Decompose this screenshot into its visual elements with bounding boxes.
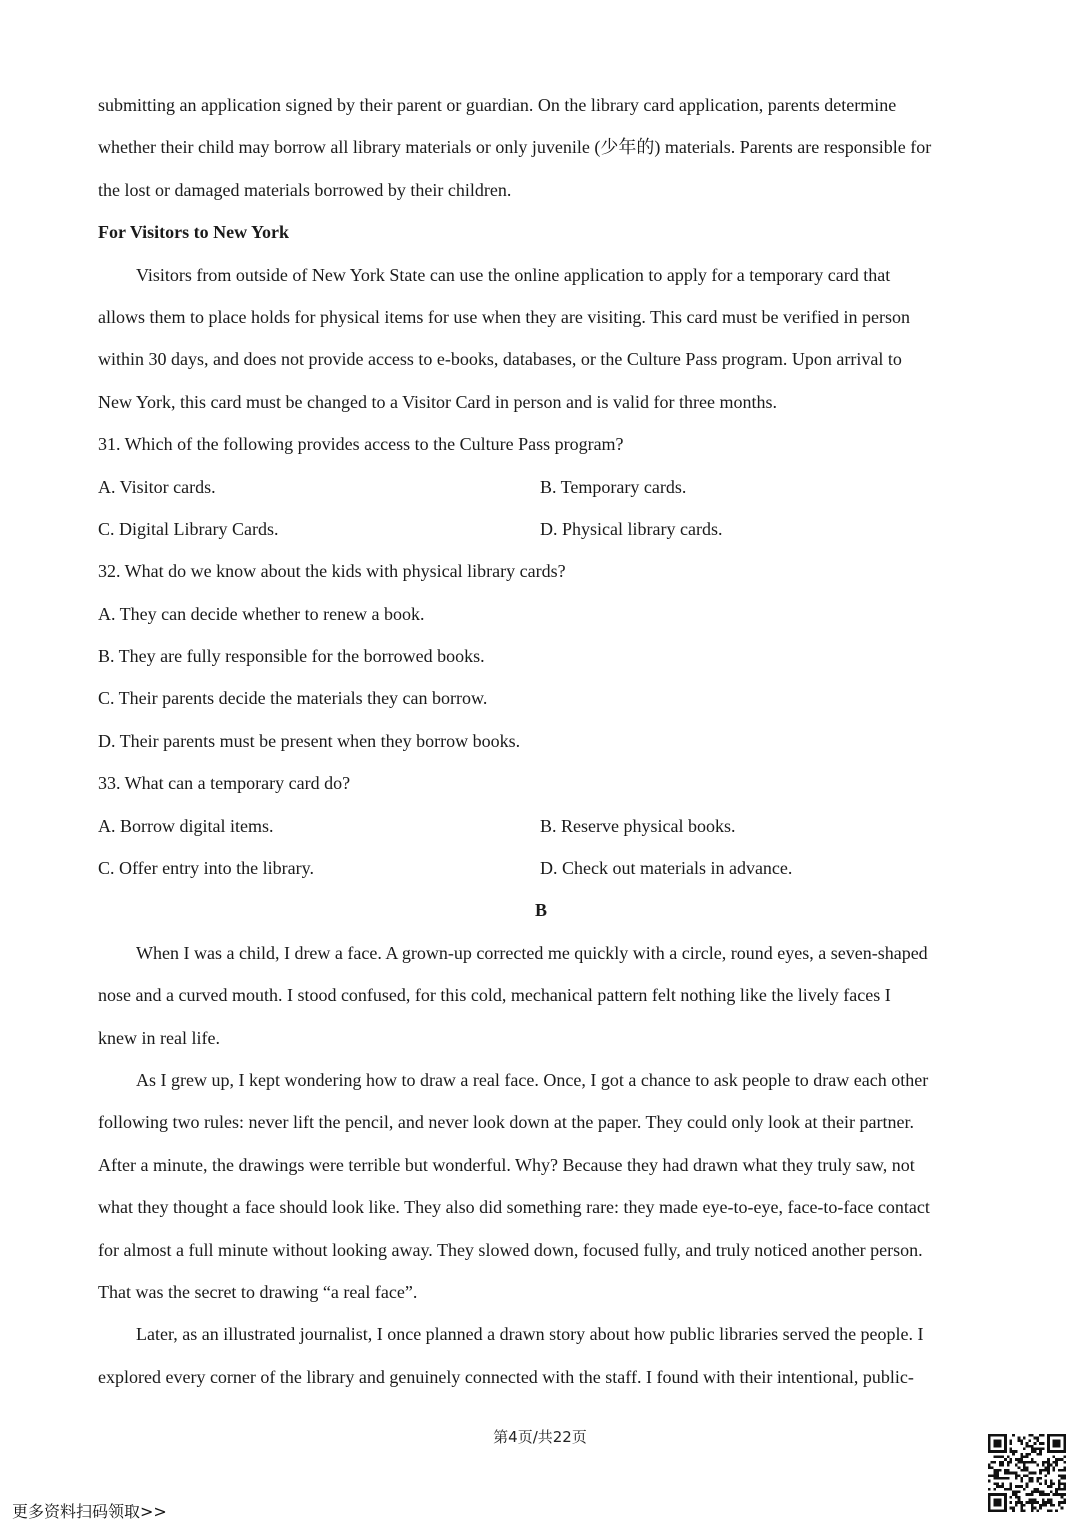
option-c: C. Digital Library Cards.	[98, 518, 279, 539]
visitors-paragraph	[98, 254, 984, 424]
option-row	[98, 508, 984, 550]
text-line: New York, this card must be changed to a Visitor Card in person and is valid for three months.	[98, 391, 777, 412]
option-d: D. Their parents must be present when they borrow books.	[98, 730, 521, 751]
section-title: B	[534, 900, 547, 921]
text-line: knew in real life.	[98, 1027, 220, 1048]
option-row	[98, 805, 984, 847]
question-stem: 32. What do we know about the kids with physical library cards?	[98, 561, 566, 582]
passage-paragraph-3	[98, 1313, 984, 1398]
question-33	[98, 762, 984, 889]
option-row	[98, 466, 984, 508]
text-line: whether their child may borrow all library materials or only juvenile (少年的) materials. Parents are responsible for	[98, 137, 932, 158]
text-line: explored every corner of the library and genuinely connected with the staff. I found with their intentional, public-	[98, 1366, 914, 1387]
text-line: That was the secret to drawing “a real face”.	[98, 1281, 418, 1302]
option-a: A. Visitor cards.	[98, 476, 216, 497]
text-line: allows them to place holds for physical items for use when they are visiting. This card must be verified in person	[98, 306, 910, 327]
option-b: B. Temporary cards.	[540, 476, 687, 497]
text-line: Visitors from outside of New York State can use the online application to apply for a temporary card that	[136, 264, 891, 285]
text-line: nose and a curved mouth. I stood confused, for this cold, mechanical pattern felt nothing like the lively faces I	[98, 985, 891, 1006]
question-stem: 33. What can a temporary card do?	[98, 773, 351, 794]
text-line: submitting an application signed by their parent or guardian. On the library card application, parents determine	[98, 95, 897, 115]
text-line: for almost a full minute without looking away. They slowed down, focused fully, and truly noticed another person.	[98, 1239, 923, 1260]
passage-paragraph-1	[98, 932, 984, 1059]
promo-text[interactable]: 更多资料扫码领取>>	[12, 1502, 167, 1521]
text-line: When I was a child, I drew a face. A grown-up corrected me quickly with a circle, round eyes, a seven-shaped	[136, 942, 928, 963]
page-number: 第4页/共22页	[493, 1428, 587, 1446]
option-b: B. They are fully responsible for the borrowed books.	[98, 646, 485, 667]
option-c: C. Their parents decide the materials they can borrow.	[98, 688, 488, 709]
option-d: D. Physical library cards.	[540, 518, 723, 539]
text-line: what they thought a face should look like. They also did something rare: they made eye-to-eye, face-to-face contact	[98, 1197, 930, 1218]
text-line: As I grew up, I kept wondering how to draw a real face. Once, I got a chance to ask people to draw each other	[136, 1069, 929, 1090]
option-a: A. Borrow digital items.	[98, 815, 274, 836]
option-a: A. They can decide whether to renew a book.	[98, 603, 425, 624]
question-32	[98, 550, 984, 762]
intro-paragraph	[98, 84, 984, 211]
option-b: B. Reserve physical books.	[540, 815, 736, 836]
question-stem: 31. Which of the following provides access to the Culture Pass program?	[98, 434, 624, 455]
option-row	[98, 847, 984, 889]
visitors-heading: For Visitors to New York	[98, 222, 289, 243]
option-c: C. Offer entry into the library.	[98, 858, 314, 879]
option-d: D. Check out materials in advance.	[540, 858, 793, 879]
qr-code-icon[interactable]	[988, 1434, 1066, 1512]
text-line: the lost or damaged materials borrowed by their children.	[98, 179, 512, 200]
question-31	[98, 423, 984, 550]
text-line: following two rules: never lift the pencil, and never look down at the paper. They could only look at their partner.	[98, 1112, 914, 1133]
text-line: within 30 days, and does not provide access to e-books, databases, or the Culture Pass program. Upon arrival to	[98, 349, 902, 370]
text-line: Later, as an illustrated journalist, I once planned a drawn story about how public libraries served the people. I	[136, 1324, 924, 1345]
text-line: After a minute, the drawings were terrible but wonderful. Why? Because they had drawn what they truly saw, not	[98, 1154, 915, 1175]
page-content	[98, 84, 984, 1398]
passage-paragraph-2	[98, 1059, 984, 1313]
